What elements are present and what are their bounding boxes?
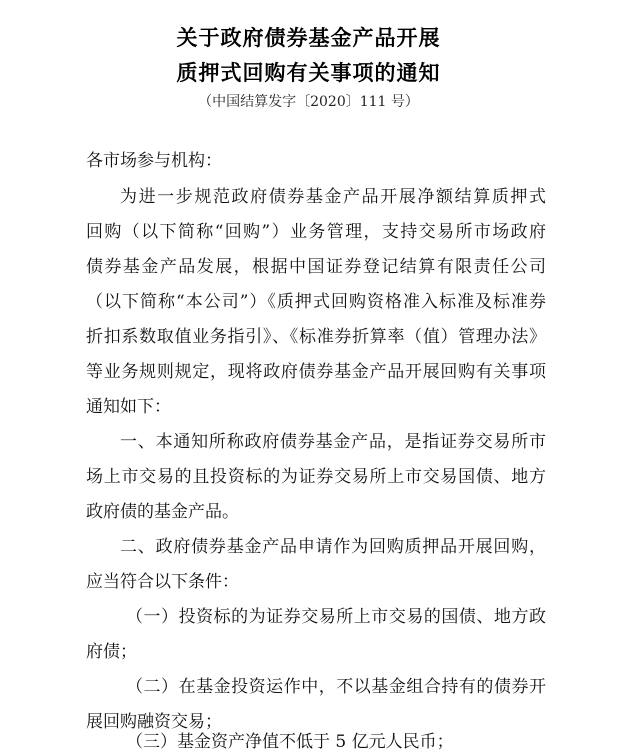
paragraph-line: （以下简称“本公司”）《质押式回购资格准入标准及标准券 xyxy=(86,292,546,312)
paragraph-line: 债券基金产品发展，根据中国证券登记结算有限责任公司 xyxy=(86,257,546,277)
paragraph-line: 场上市交易的且投资标的为证券交易所上市交易国债、地方 xyxy=(86,467,546,487)
list-item-line: 府债； xyxy=(86,642,137,662)
paragraph-line: 折扣系数取值业务指引》、《标准券折算率（值）管理办法》 xyxy=(86,327,546,347)
paragraph-line: 回购（以下简称“回购”）业务管理，支持交易所市场政府 xyxy=(86,222,546,242)
document-title-line-1: 关于政府债券基金产品开展 xyxy=(176,26,441,50)
list-item-line: （二）在基金投资运作中，不以基金组合持有的债券开 xyxy=(126,677,546,697)
list-item-line: 展回购融资交易； xyxy=(86,712,222,732)
paragraph-line: 一、本通知所称政府债券基金产品，是指证券交易所市 xyxy=(120,432,546,452)
paragraph-line: 通知如下： xyxy=(86,397,171,417)
paragraph-line: 等业务规则规定，现将政府债券基金产品开展回购有关事项 xyxy=(86,362,546,382)
paragraph-line: 应当符合以下条件： xyxy=(86,572,239,592)
list-item-line: （一）投资标的为证券交易所上市交易的国债、地方政 xyxy=(126,607,546,627)
document-number: （中国结算发字〔2020〕111 号） xyxy=(198,94,419,110)
list-item-line: （三）基金资产净值不低于 5 亿元人民币； xyxy=(126,732,454,752)
paragraph-line: 政府债的基金产品。 xyxy=(86,502,239,522)
salutation: 各市场参与机构： xyxy=(86,151,222,171)
paragraph-line: 为进一步规范政府债券基金产品开展净额结算质押式 xyxy=(120,187,546,207)
paragraph-line: 二、政府债券基金产品申请作为回购质押品开展回购， xyxy=(120,537,546,557)
document-title-line-2: 质押式回购有关事项的通知 xyxy=(176,61,441,85)
